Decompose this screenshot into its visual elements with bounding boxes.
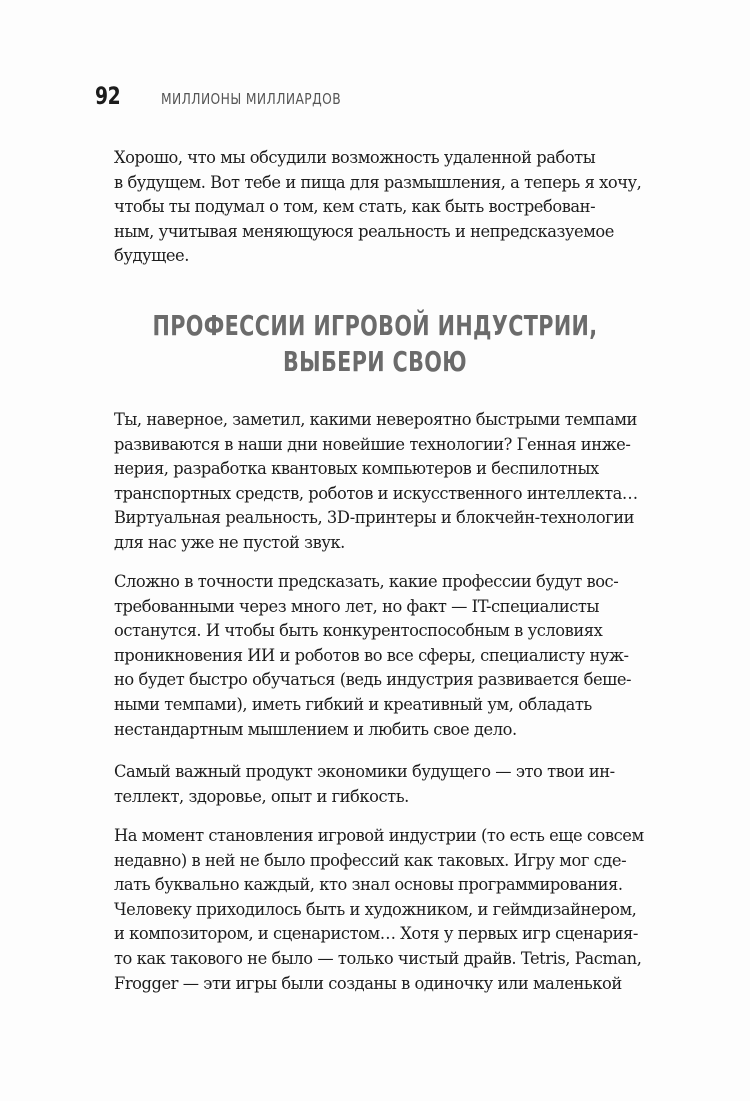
paragraph-4 (114, 760, 652, 809)
text-line: нестандартным мышлением и любить свое дело. (114, 719, 517, 739)
text-line: проникновения ИИ и роботов во все сферы, специалисту нуж- (114, 645, 629, 665)
text-line: в будущем. Вот тебе и пища для размышления, а теперь я хочу, (114, 172, 642, 192)
text-line: Человеку приходилось быть и художником, и геймдизайнером, (114, 899, 637, 919)
page-number: 92 (95, 82, 121, 110)
text-line: Хорошо, что мы обсудили возможность удаленной работы (114, 148, 596, 167)
text-line: чтобы ты подумал о том, кем стать, как быть востребован- (114, 197, 596, 217)
section-heading-line: ВЫБЕРИ СВОЮ (283, 345, 467, 378)
paragraph-1 (114, 146, 652, 269)
text-line: нерия, разработка квантовых компьютеров и беспилотных (114, 459, 599, 479)
text-line: но будет быстро обучаться (ведь индустрия развивается беше- (114, 670, 632, 690)
text-line: будущее. (114, 246, 189, 266)
text-line: ными темпами), иметь гибкий и креативный ум, обладать (114, 694, 592, 714)
text-line: Сложно в точности предсказать, какие профессии будут вос- (114, 572, 619, 591)
section-heading-line: ПРОФЕССИИ ИГРОВОЙ ИНДУСТРИИ, (152, 309, 598, 342)
paragraph-2 (114, 408, 652, 556)
text-line: транспортных средств, роботов и искусственного интеллекта… (114, 483, 638, 503)
text-line: Ты, наверное, заметил, какими невероятно быстрыми темпами (114, 410, 637, 429)
text-line: Самый важный продукт экономики будущего — это твои ин- (114, 762, 615, 781)
text-line: теллект, здоровье, опыт и гибкость. (114, 786, 409, 806)
running-header (95, 82, 381, 110)
text-line: Виртуальная реальность, 3D-принтеры и блокчейн-технологии (114, 508, 635, 528)
text-line: лать буквально каждый, кто знал основы программирования. (114, 875, 623, 895)
text-line: На момент становления игровой индустрии (то есть еще совсем (114, 826, 644, 845)
text-line: недавно) в ней не было профессий как таковых. Игру мог сде- (114, 850, 627, 870)
book-title: МИЛЛИОНЫ МИЛЛИАРДОВ (161, 90, 342, 108)
text-line: ным, учитывая меняющуюся реальность и непредсказуемое (114, 221, 614, 241)
text-line: Frogger — эти игры были созданы в одиночку или маленькой (114, 973, 622, 993)
text-line: развиваются в наши дни новейшие технологии? Генная инже- (114, 434, 631, 454)
text-line: требованными через много лет, но факт — IT-специалисты (114, 596, 599, 616)
paragraph-5 (114, 824, 652, 996)
text-line: то как такового не было — только чистый драйв. Tetris, Pacman, (114, 948, 642, 968)
text-line: и композитором, и сценаристом… Хотя у первых игр сценария- (114, 924, 638, 944)
text-line: останутся. И чтобы быть конкурентоспособным в условиях (114, 621, 603, 641)
text-line: для нас уже не пустой звук. (114, 532, 345, 552)
section-heading (60, 308, 690, 380)
paragraph-3 (114, 570, 652, 742)
